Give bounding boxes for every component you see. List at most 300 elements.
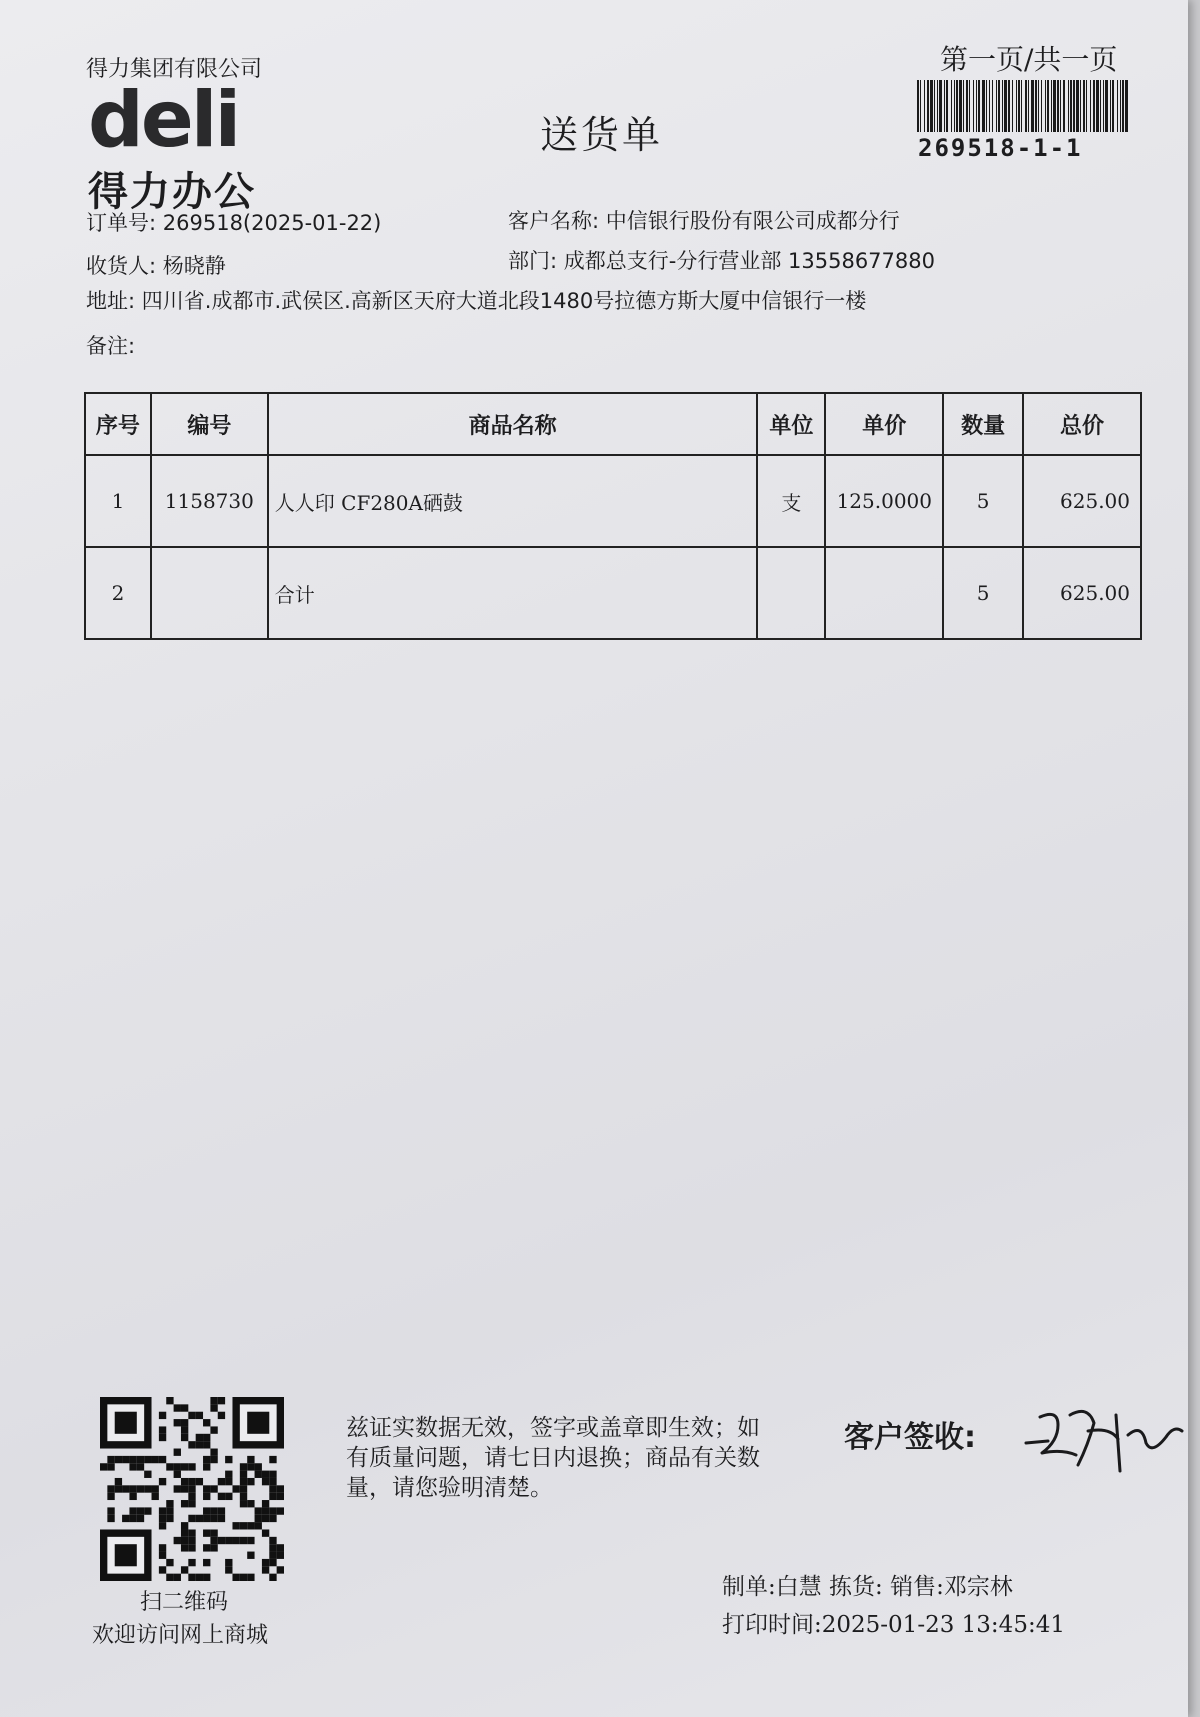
qr-module: [269, 1574, 276, 1581]
barcode-bar: [1080, 80, 1081, 132]
qr-module: [203, 1485, 210, 1492]
barcode-bar: [1120, 80, 1121, 132]
order-label: 订单号:: [86, 211, 157, 235]
qr-module: [188, 1485, 195, 1492]
qr-module: [210, 1485, 217, 1492]
qr-module: [144, 1471, 151, 1478]
qr-module: [188, 1559, 195, 1566]
remark-label: 备注:: [86, 334, 136, 358]
qr-module: [181, 1463, 188, 1470]
qr-module: [269, 1537, 276, 1544]
barcode-bar: [982, 80, 985, 132]
barcode-bar: [1086, 80, 1087, 132]
qr-module: [203, 1463, 210, 1470]
qr-module: [240, 1485, 247, 1492]
qr-module: [262, 1507, 269, 1514]
qr-module: [269, 1507, 276, 1514]
barcode-bar: [1112, 80, 1114, 132]
qr-module: [188, 1478, 195, 1485]
qr-module: [262, 1529, 269, 1536]
barcode-bar: [1073, 80, 1075, 132]
header-name: 商品名称: [268, 393, 758, 455]
logo-subtitle: 得力办公: [88, 169, 256, 215]
table-header-row: [85, 393, 1141, 455]
qr-module: [203, 1529, 210, 1536]
barcode: [915, 80, 1133, 132]
order-value: 269518(2025-01-22): [162, 211, 382, 235]
qr-module: [152, 1493, 159, 1500]
barcode-bar: [944, 80, 945, 132]
qr-module: [255, 1507, 262, 1514]
barcode-bar: [989, 80, 990, 132]
qr-caption-mall: 欢迎访问网上商城: [92, 1623, 269, 1648]
qr-module: [188, 1574, 195, 1581]
qr-module: [166, 1574, 173, 1581]
barcode-bar: [1110, 80, 1111, 132]
qr-code[interactable]: [100, 1397, 284, 1581]
qr-module: [137, 1456, 144, 1463]
qr-module: [100, 1463, 107, 1470]
document-title: 送货单: [540, 113, 664, 157]
qr-module: [107, 1493, 114, 1500]
cell-qty: 5: [943, 455, 1023, 547]
qr-module: [159, 1412, 166, 1419]
qr-module: [210, 1397, 217, 1404]
header-seq: 序号: [85, 393, 151, 455]
customer-value: 中信银行股份有限公司成都分行: [605, 209, 900, 233]
deli-logo: [88, 88, 288, 164]
qr-module: [196, 1574, 203, 1581]
qr-module: [181, 1404, 188, 1411]
cell-name: 人人印 CF280A硒鼓: [268, 455, 758, 547]
qr-module: [240, 1463, 247, 1470]
barcode-bar: [1028, 80, 1029, 132]
barcode-bar: [1002, 80, 1003, 132]
barcode-bar: [1038, 80, 1039, 132]
cell-name: 合计: [268, 547, 758, 639]
header-qty: 数量: [943, 393, 1023, 455]
qr-module: [203, 1574, 210, 1581]
barcode-bar: [1041, 80, 1042, 132]
barcode-bar: [976, 80, 977, 132]
qr-module: [210, 1404, 217, 1411]
qr-module: [144, 1456, 151, 1463]
qr-module: [181, 1537, 188, 1544]
qr-module: [262, 1478, 269, 1485]
qr-module: [262, 1500, 269, 1507]
customer-signature: [1018, 1395, 1188, 1475]
qr-module: [210, 1426, 217, 1433]
barcode-bar: [1008, 80, 1010, 132]
qr-module: [218, 1537, 225, 1544]
qr-module: [129, 1456, 136, 1463]
cell-qty: 5: [943, 547, 1023, 639]
qr-module: [240, 1478, 247, 1485]
qr-module: [188, 1515, 195, 1522]
barcode-bar: [951, 80, 952, 132]
barcode-bar: [963, 80, 964, 132]
qr-module: [159, 1515, 166, 1522]
barcode-bar: [1004, 80, 1007, 132]
page-indicator: 第一页/共一页: [940, 43, 1118, 76]
qr-module: [277, 1544, 284, 1551]
qr-module: [129, 1515, 136, 1522]
qr-module: [188, 1544, 195, 1551]
order-number: [86, 207, 381, 237]
qr-module: [137, 1485, 144, 1492]
qr-module: [210, 1544, 217, 1551]
qr-module: [174, 1471, 181, 1478]
qr-module: [159, 1522, 166, 1529]
barcode-bar: [969, 80, 970, 132]
cell-total: 625.00: [1023, 455, 1141, 547]
qr-module: [277, 1493, 284, 1500]
qr-module: [269, 1559, 276, 1566]
barcode-bar: [996, 80, 997, 132]
header-price: 单价: [825, 393, 943, 455]
barcode-bar: [1083, 80, 1085, 132]
qr-module: [210, 1456, 217, 1463]
qr-module: [115, 1485, 122, 1492]
customer-label: 客户名称:: [508, 209, 600, 233]
qr-module: [166, 1500, 173, 1507]
qr-module: [152, 1485, 159, 1492]
qr-module: [240, 1574, 247, 1581]
customer-name: [508, 205, 900, 235]
qr-module: [196, 1478, 203, 1485]
qr-module: [218, 1397, 225, 1404]
sign-label: 客户签收:: [844, 1420, 976, 1455]
barcode-bar: [978, 80, 980, 132]
cell-unit: 支: [757, 455, 825, 547]
qr-module: [262, 1566, 269, 1573]
qr-module: [225, 1537, 232, 1544]
qr-module: [181, 1529, 188, 1536]
barcode-bar: [998, 80, 1000, 132]
qr-module: [210, 1529, 217, 1536]
qr-module: [129, 1493, 136, 1500]
qr-module: [166, 1507, 173, 1514]
qr-module: [240, 1493, 247, 1500]
qr-module: [115, 1456, 122, 1463]
qr-module: [174, 1537, 181, 1544]
qr-module: [159, 1544, 166, 1551]
qr-module: [188, 1463, 195, 1470]
qr-module: [232, 1522, 239, 1529]
qr-module: [210, 1537, 217, 1544]
barcode-bar: [1103, 80, 1104, 132]
qr-module: [115, 1412, 137, 1434]
qr-module: [107, 1463, 114, 1470]
qr-module: [181, 1566, 188, 1573]
barcode-bar: [934, 80, 935, 132]
barcode-bar: [992, 80, 993, 132]
qr-module: [225, 1478, 232, 1485]
qr-module: [269, 1456, 276, 1463]
qr-module: [166, 1397, 173, 1404]
qr-module: [129, 1463, 136, 1470]
qr-module: [269, 1478, 276, 1485]
barcode-bar: [956, 80, 958, 132]
barcode-bar: [1122, 80, 1124, 132]
qr-module: [188, 1537, 195, 1544]
qr-module: [203, 1456, 210, 1463]
qr-module: [255, 1471, 262, 1478]
barcode-bar: [1093, 80, 1095, 132]
qr-module: [218, 1493, 225, 1500]
qr-module: [174, 1574, 181, 1581]
barcode-bar: [1090, 80, 1091, 132]
barcode-bar: [966, 80, 968, 132]
qr-module: [247, 1574, 254, 1581]
qr-module: [203, 1544, 210, 1551]
qr-module: [107, 1485, 114, 1492]
qr-module: [196, 1434, 203, 1441]
qr-module: [122, 1485, 129, 1492]
barcode-bar: [1053, 80, 1056, 132]
qr-module: [129, 1507, 136, 1514]
barcode-bar: [1070, 80, 1072, 132]
qr-module: [181, 1426, 188, 1433]
qr-module: [115, 1478, 122, 1485]
qr-module: [255, 1515, 262, 1522]
qr-module: [218, 1412, 225, 1419]
qr-module: [203, 1559, 210, 1566]
qr-module: [137, 1507, 144, 1514]
qr-module: [166, 1463, 173, 1470]
qr-module: [159, 1434, 166, 1441]
qr-module: [137, 1463, 144, 1470]
cell-total: 625.00: [1023, 547, 1141, 639]
barcode-bar: [1105, 80, 1108, 132]
qr-module: [203, 1507, 210, 1514]
qr-module: [269, 1515, 276, 1522]
qr-module: [166, 1559, 173, 1566]
qr-module: [210, 1507, 217, 1514]
barcode-bar: [927, 80, 929, 132]
barcode-bar: [1125, 80, 1128, 132]
qr-module: [181, 1500, 188, 1507]
qr-module: [203, 1441, 210, 1448]
qr-module: [188, 1529, 195, 1536]
barcode-number: 269518-1-1: [918, 134, 1083, 162]
table-row: [85, 547, 1141, 639]
qr-module: [144, 1507, 151, 1514]
barcode-bar: [954, 80, 955, 132]
qr-module: [174, 1419, 181, 1426]
qr-module: [159, 1566, 166, 1573]
qr-module: [196, 1515, 203, 1522]
qr-module: [203, 1493, 210, 1500]
header-unit: 单位: [757, 393, 825, 455]
qr-module: [188, 1500, 195, 1507]
svg-text:deli: deli: [88, 88, 239, 160]
header-total: 总价: [1023, 393, 1141, 455]
qr-module: [174, 1404, 181, 1411]
receiver-label: 收货人:: [86, 254, 157, 278]
items-table: [84, 392, 1142, 640]
qr-module: [240, 1522, 247, 1529]
barcode-bar: [1025, 80, 1027, 132]
address: [86, 285, 866, 315]
barcode-bar: [1063, 80, 1065, 132]
barcode-bar: [1018, 80, 1020, 132]
qr-module: [232, 1537, 239, 1544]
barcode-bar: [1016, 80, 1017, 132]
qr-caption-scan: 扫二维码: [140, 1590, 229, 1615]
cell-code: 1158730: [151, 455, 268, 547]
qr-module: [277, 1566, 284, 1573]
qr-module: [188, 1412, 195, 1419]
qr-module: [269, 1493, 276, 1500]
barcode-bar: [1045, 80, 1046, 132]
qr-module: [159, 1478, 166, 1485]
qr-module: [247, 1522, 254, 1529]
qr-module: [174, 1449, 181, 1456]
barcode-bar: [1100, 80, 1101, 132]
barcode-bar: [1057, 80, 1059, 132]
qr-module: [174, 1485, 181, 1492]
company-name: 得力集团有限公司: [86, 57, 263, 82]
qr-module: [107, 1456, 114, 1463]
qr-module: [232, 1574, 239, 1581]
qr-module: [181, 1485, 188, 1492]
cell-price: [825, 547, 943, 639]
qr-module: [122, 1515, 129, 1522]
qr-module: [277, 1552, 284, 1559]
qr-module: [107, 1507, 114, 1514]
qr-module: [137, 1515, 144, 1522]
print-time: 打印时间:2025-01-23 13:45:41: [722, 1612, 1065, 1638]
qr-module: [218, 1507, 225, 1514]
qr-module: [262, 1515, 269, 1522]
header-code: 编号: [151, 393, 268, 455]
qr-module: [247, 1478, 254, 1485]
qr-module: [188, 1441, 195, 1448]
qr-module: [159, 1426, 166, 1433]
qr-module: [203, 1515, 210, 1522]
qr-module: [240, 1500, 247, 1507]
qr-module: [247, 1500, 254, 1507]
qr-module: [152, 1456, 159, 1463]
qr-module: [247, 1537, 254, 1544]
qr-module: [269, 1552, 276, 1559]
cell-code: [151, 547, 268, 639]
qr-module: [269, 1485, 276, 1492]
table-row: [85, 455, 1141, 547]
qr-module: [225, 1493, 232, 1500]
qr-module: [174, 1463, 181, 1470]
qr-module: [255, 1522, 262, 1529]
dept-label: 部门:: [508, 249, 558, 273]
remark: [86, 330, 135, 360]
qr-module: [107, 1515, 114, 1522]
dept-value: 成都总支行-分行营业部 13558677880: [563, 249, 935, 273]
qr-module: [218, 1478, 225, 1485]
cell-seq: 2: [85, 547, 151, 639]
department: [508, 245, 935, 275]
qr-module: [247, 1456, 254, 1463]
qr-module: [225, 1559, 232, 1566]
barcode-bar: [1076, 80, 1079, 132]
cell-price: 125.0000: [825, 455, 943, 547]
qr-module: [181, 1478, 188, 1485]
qr-module: [203, 1434, 210, 1441]
qr-module: [269, 1544, 276, 1551]
qr-module: [232, 1485, 239, 1492]
barcode-bar: [1068, 80, 1069, 132]
qr-module: [166, 1515, 173, 1522]
qr-module: [144, 1485, 151, 1492]
barcode-bar: [937, 80, 938, 132]
address-value: 四川省.成都市.武侯区.高新区天府大道北段1480号拉德方斯大厦中信银行一楼: [141, 289, 867, 313]
barcode-bar: [973, 80, 974, 132]
qr-module: [240, 1471, 247, 1478]
qr-module: [159, 1552, 166, 1559]
qr-module: [247, 1552, 254, 1559]
qr-module: [277, 1485, 284, 1492]
receiver: [86, 250, 226, 280]
barcode-bar: [986, 80, 987, 132]
qr-module: [247, 1412, 269, 1434]
qr-module: [159, 1507, 166, 1514]
qr-module: [203, 1419, 210, 1426]
qr-module: [247, 1463, 254, 1470]
barcode-bar: [920, 80, 921, 132]
qr-module: [159, 1456, 166, 1463]
qr-module: [240, 1537, 247, 1544]
cell-unit: [757, 547, 825, 639]
address-label: 地址:: [86, 289, 136, 313]
qr-module: [262, 1471, 269, 1478]
receiver-value: 杨晓静: [162, 254, 226, 278]
barcode-bar: [1021, 80, 1022, 132]
qr-module: [218, 1515, 225, 1522]
qr-module: [181, 1419, 188, 1426]
qr-module: [181, 1522, 188, 1529]
qr-module: [225, 1566, 232, 1573]
qr-module: [115, 1544, 137, 1566]
qr-module: [210, 1515, 217, 1522]
barcode-bar: [1035, 80, 1037, 132]
barcode-bar: [1096, 80, 1099, 132]
qr-module: [196, 1412, 203, 1419]
qr-module: [262, 1559, 269, 1566]
barcode-bar: [946, 80, 948, 132]
staff-line: 制单:白慧 拣货: 销售:邓宗林: [722, 1574, 1013, 1600]
qr-module: [225, 1471, 232, 1478]
barcode-bar: [1051, 80, 1052, 132]
barcode-bar: [1047, 80, 1049, 132]
qr-module: [277, 1507, 284, 1514]
qr-module: [181, 1544, 188, 1551]
barcode-bar: [1012, 80, 1013, 132]
qr-module: [225, 1456, 232, 1463]
qr-module: [181, 1434, 188, 1441]
barcode-bar: [1060, 80, 1061, 132]
cell-seq: 1: [85, 455, 151, 547]
barcode-bar: [1117, 80, 1118, 132]
barcode-bar: [917, 80, 919, 132]
barcode-bar: [959, 80, 962, 132]
qr-module: [269, 1471, 276, 1478]
barcode-bar: [1031, 80, 1034, 132]
notice-text: 兹证实数据无效，签字或盖章即生效；如有质量问题，请七日内退换；商品有关数量，请您验明清楚。: [346, 1415, 760, 1501]
qr-module: [196, 1441, 203, 1448]
barcode-bar: [924, 80, 925, 132]
barcode-bar: [939, 80, 942, 132]
qr-module: [188, 1493, 195, 1500]
